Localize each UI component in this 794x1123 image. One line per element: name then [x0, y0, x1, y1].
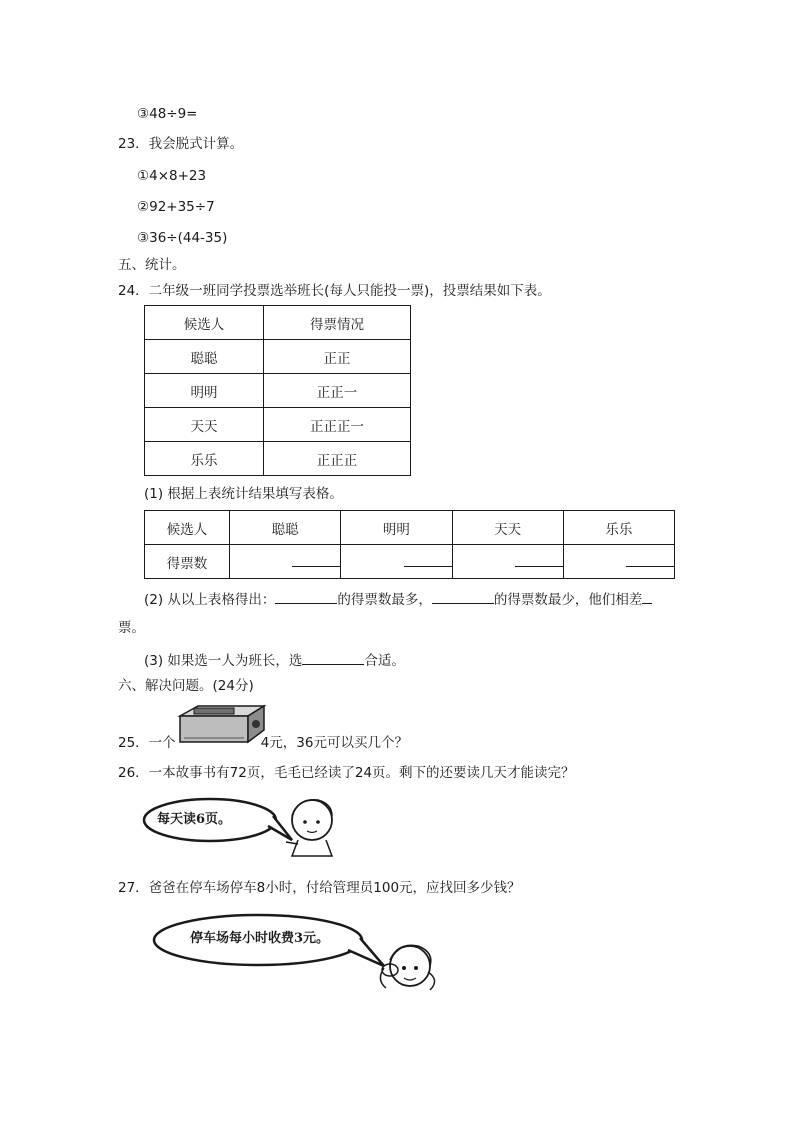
q25-a: 25．一个 — [118, 735, 176, 751]
q25-b: 4元，36元可以买几个？ — [260, 735, 408, 751]
answer-blank[interactable] — [432, 589, 494, 604]
q24-part1: (1) 根据上表统计结果填写表格。 — [144, 486, 343, 502]
count-header-name: 乐乐 — [563, 511, 674, 545]
tally-table — [144, 305, 411, 476]
q23-item2: ②92+35÷7 — [137, 199, 215, 215]
count-row-label: 得票数 — [145, 545, 230, 579]
q23-item1: ①4×8+23 — [137, 168, 207, 184]
q23-item3: ③36÷(44-35) — [137, 230, 228, 246]
tally-header-candidate: 候选人 — [145, 306, 264, 340]
answer-blank[interactable] — [642, 589, 652, 604]
answer-blank[interactable] — [275, 589, 337, 604]
speech-bubble-attendant — [148, 908, 438, 998]
section6-title: 六、解决问题。(24分) — [118, 678, 254, 694]
q24-part2-a: (2) 从以上表格得出： — [144, 592, 276, 608]
q27-bubble-text: 停车场每小时收费3元。 — [190, 931, 330, 946]
q23-title: 23．我会脱式计算。 — [118, 136, 244, 152]
q24-part2-b: 的得票数最多， — [337, 592, 432, 608]
q24-part2-c: 的得票数最少，他们相差 — [493, 592, 643, 608]
q25 — [118, 734, 408, 752]
tally-name: 天天 — [145, 408, 264, 442]
q24-part3 — [144, 650, 405, 670]
q24-part2 — [144, 589, 652, 609]
count-answer-cell[interactable] — [230, 545, 341, 579]
count-header-name: 聪聪 — [230, 511, 341, 545]
tally-marks: 正正 — [264, 340, 411, 374]
count-answer-cell[interactable] — [341, 545, 452, 579]
q27-text: 27．爸爸在停车场停车8小时，付给管理员100元，应找回多少钱？ — [118, 880, 521, 896]
count-answer-cell[interactable] — [452, 545, 563, 579]
count-header-name: 明明 — [341, 511, 452, 545]
tally-name: 乐乐 — [145, 442, 264, 476]
tally-name: 聪聪 — [145, 340, 264, 374]
count-header-name: 天天 — [452, 511, 563, 545]
answer-blank[interactable] — [302, 650, 364, 665]
q24-part2-end: 票。 — [118, 620, 145, 636]
tally-marks: 正正正一 — [264, 408, 411, 442]
tally-marks: 正正正 — [264, 442, 411, 476]
count-table — [144, 510, 675, 579]
q24-part3-a: (3) 如果选一人为班长，选 — [144, 653, 303, 669]
tally-marks: 正正一 — [264, 374, 411, 408]
tally-name: 明明 — [145, 374, 264, 408]
count-header-label: 候选人 — [145, 511, 230, 545]
q22-item3: ③48÷9= — [137, 106, 198, 122]
count-answer-cell[interactable] — [563, 545, 674, 579]
q24-part3-b: 合适。 — [364, 653, 405, 669]
q26-text: 26．一本故事书有72页，毛毛已经读了24页。剩下的还要读几天才能读完？ — [118, 765, 575, 781]
section5-title: 五、统计。 — [118, 257, 186, 273]
q24-title: 24．二年级一班同学投票选举班长(每人只能投一票)，投票结果如下表。 — [118, 283, 551, 299]
tally-header-votes: 得票情况 — [264, 306, 411, 340]
q26-bubble-text: 每天读6页。 — [157, 812, 232, 827]
